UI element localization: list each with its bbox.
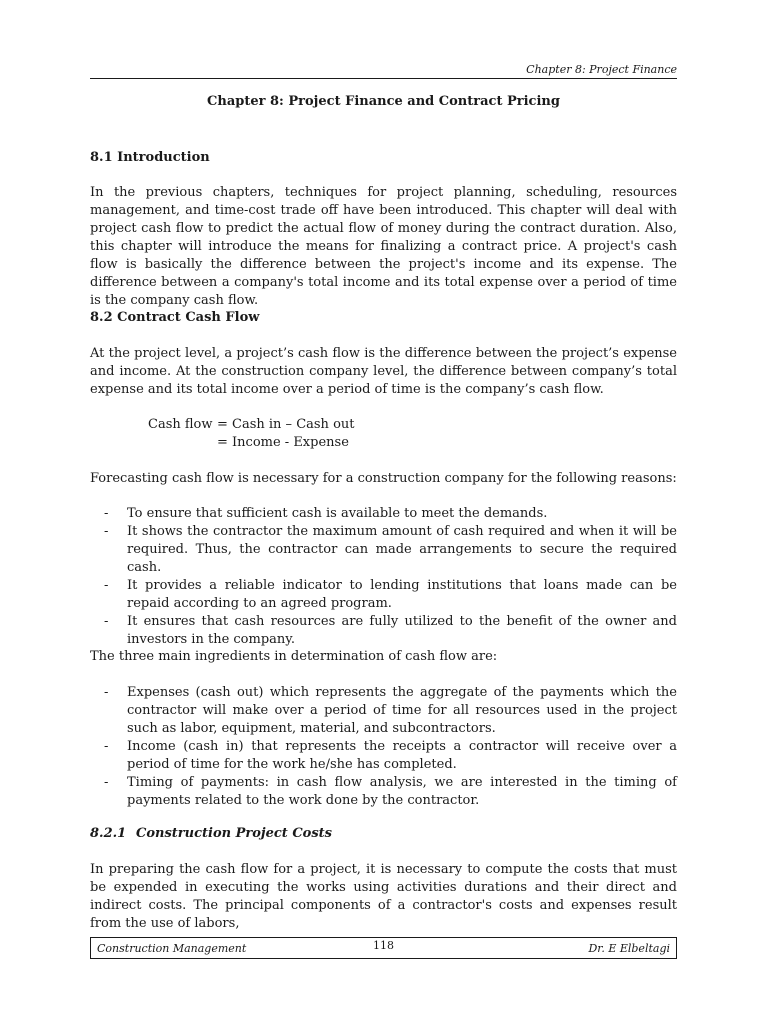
list-item: - Timing of payments: in cash flow analysis, we are interested in the timing of payments related to the work done by the contractor. [104, 775, 677, 808]
formula-label: Cash flow [148, 417, 213, 432]
list-item: - It provides a reliable indicator to lending institutions that loans made can be repaid according to an agreed program. [104, 578, 677, 611]
list-item: - Expenses (cash out) which represents the aggregate of the payments which the contractor will make over a period of time for all resources used in the project such as labor, equipment, material, and subcontractors. [104, 685, 677, 736]
footer-course: Construction Management [97, 941, 247, 955]
section-heading-8-1: 8.1 Introduction [90, 150, 210, 165]
formula-line-1: = Cash in – Cash out [217, 417, 355, 432]
reasons-intro: Forecasting cash flow is necessary for a construction company for the following reasons: [90, 471, 677, 486]
formula-line-2: = Income - Expense [217, 435, 349, 450]
list-item: - To ensure that sufficient cash is available to meet the demands. [104, 506, 548, 521]
footer-author: Dr. E Elbeltagi [588, 941, 670, 955]
running-header: Chapter 8: Project Finance [90, 63, 677, 79]
cash-flow-formula [148, 416, 355, 452]
list-item: - Income (cash in) that represents the receipts a contractor will receive over a period of time for the work he/she has completed. [104, 739, 677, 772]
chapter-title: Chapter 8: Project Finance and Contract Pricing [207, 94, 560, 109]
section-heading-8-2: 8.2 Contract Cash Flow [90, 310, 260, 325]
intro-paragraph: In the previous chapters, techniques for project planning, scheduling, resources management, and time-cost trade off have been introduced. This chapter will deal with project cash flow to predict the actual flow of money during the contract duration. Also, this chapter will introduce the means for finalizing a contract price. A project's cash flow is basically the difference between the project's income and its expense. The difference between a company's total income and its total expense over a period of time is the company cash flow. [90, 185, 677, 308]
ingredients-intro: The three main ingredients in determination of cash flow are: [90, 649, 498, 664]
page-footer [90, 937, 677, 959]
contract-cash-flow-paragraph: At the project level, a project’s cash flow is the difference between the project’s expense and income. At the construction company level, the difference between company’s total expense and its total income over a period of time is the company’s cash flow. [90, 346, 677, 397]
page-number: 118 [373, 938, 394, 952]
section-heading-8-2-1: 8.2.1 Construction Project Costs [90, 826, 332, 841]
list-item: - It shows the contractor the maximum amount of cash required and when it will be required. Thus, the contractor can made arrangements to secure the required cash. [104, 524, 677, 575]
list-item: - It ensures that cash resources are fully utilized to the benefit of the owner and investors in the company. [104, 614, 677, 647]
ingredients-list [90, 684, 677, 810]
reasons-list [90, 505, 677, 649]
project-costs-paragraph: In preparing the cash flow for a project, it is necessary to compute the costs that must be expended in executing the works using activities durations and their direct and indirect costs. The principal components of a contractor's costs and expenses result from the use of labors, [90, 862, 677, 931]
